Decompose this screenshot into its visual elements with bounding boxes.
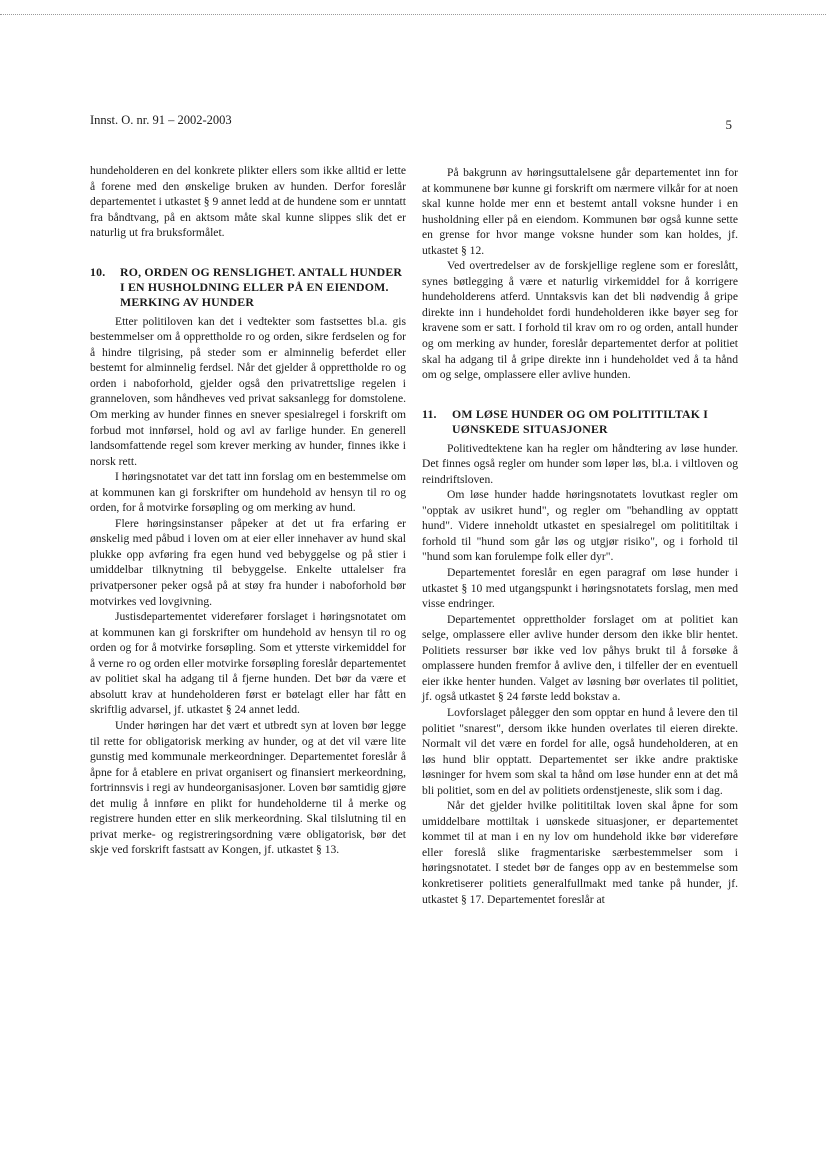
paragraph: Flere høringsinstanser påpeker at det ut fra erfaring er ønskelig med påbud i loven om at eier eller innehaver av hund skal plukke opp avføring fra egen hund ved bebyggelse og på stier i umiddelbar tilknytning til bebyggelse. Enkelte uttalelser fra privatpersoner peker også på at støy fra hunder i naboforhold bør motvirkes ved lovgivning. (90, 516, 406, 608)
page-header (90, 113, 740, 135)
paragraph: Om løse hunder hadde høringsnotatets lovutkast regler om "opptak av usikret hund", og regler om "behandling av opptatt hund". Videre inneholdt utkastet en spesialregel om polititiltak i forhold til "hund som går løs og utgjør risiko", og i forhold til "hund som kan forulempe folk eller dyr". (422, 488, 738, 564)
paragraph: I høringsnotatet var det tatt inn forslag om en bestemmelse om at kommunen kan gi forskrifter om hundehold av hensyn til ro og orden, for å motvirke forsøpling og om merking av hund. (90, 470, 406, 515)
page-number: 5 (725, 117, 732, 132)
paragraph: Politivedtektene kan ha regler om håndtering av løse hunder. Det finnes også regler om hunder som løper løs, bl.a. i viltloven og reindriftsloven. (422, 441, 738, 486)
section-heading-10 (90, 265, 406, 310)
left-column (90, 163, 406, 858)
paragraph: På bakgrunn av høringsuttalelsene går departementet inn for at kommunene bør kunne gi forskrift om nærmere vilkår for at noen skal kunne holde mer enn et bestemt antall voksne hunder i en husholdning eller på en eiendom. Kommunen bør også kunne sette en grense for hvor mange voksne hunder som kan holdes, jf. utkastet § 12. (422, 166, 738, 257)
document-reference: Innst. O. nr. 91 – 2002-2003 (90, 113, 232, 127)
right-column (422, 165, 738, 907)
paragraph: Departementet opprettholder forslaget om at politiet kan selge, omplassere eller avlive hunder dersom den ikke blir hentet. Politiets ressurser bør ikke ved lov påhys brukt til å forsøke å omplassere hunden fremfor å avlive den, i tilfeller der en eventuell eier ikke henter hunden. Valget av løsning bør overlates til politiet, jf. også utkastet § 24 første ledd bokstav a. (422, 612, 738, 704)
section-number: 10. (90, 264, 106, 279)
paragraph: hundeholderen en del konkrete plikter ellers som ikke alltid er lette å forene med den ønskelige bruken av hunden. Derfor foreslår departementet i utkastet § 9 annet ledd at de hundene som er unntatt fra båndtvang, på en aktsom måte skal kunne slippes slik det er naturlig ut fra bruksformålet. (90, 164, 406, 240)
section-number: 11. (422, 406, 437, 421)
paragraph: Departementet foreslår en egen paragraf om løse hunder i utkastet § 10 med utgangspunkt i høringsnotatets forslag, men med visse endringer. (422, 566, 738, 611)
scan-top-edge (0, 14, 826, 15)
paragraph: Når det gjelder hvilke polititiltak loven skal åpne for som umiddelbare mottiltak i uønskede situasjoner, er departementet kommet til at man i en ny lov om hundehold ikke bør videreføre eller foreslå slike fragmentariske særbestemmelser som i høringsnotatet. I stedet bør de fanges opp av en bestemmelse som konkretiserer politiets generalfullmakt med tanke på hunder, jf. utkastet § 17. Departementet foreslår at (422, 799, 738, 906)
paragraph: Lovforslaget pålegger den som opptar en hund å levere den til politiet "snarest", dersom ikke hunden overlates til eieren direkte. Normalt vil det være en fordel for alle, også hundeholderen, at en løs hund blir opptatt. Departementet ser ikke andre praktiske løsninger for hvem som skal ta hånd om løse hunder enn at det må bli politiet, som en del av politiets ordenstjeneste, slik som i dag. (422, 705, 738, 797)
paragraph: Ved overtredelser av de forskjellige reglene som er foreslått, synes bøtlegging å være et naturlig virkemiddel for å korrigere hundeholderens atferd. Unntaksvis kan det bli nødvendig å gripe direkte inn i hundeholdet fordi hundeholderen ikke bøyer seg for kravene som er satt. I forhold til krav om ro og orden, antall hunder og om merking av hunder, foreslår departementet derfor at politiet skal ha adgang til å gripe direkte inn i hundeholdet ved å ta hånd om og selge, omplassere eller avlive hunden. (422, 259, 738, 382)
paragraph: Justisdepartementet viderefører forslaget i høringsnotatet om at kommunen kan gi forskrifter om hundehold av hensyn til ro og orden og for å motvirke forsøpling. Som et ytterste virkemiddel for å verne ro og orden eller motvirke forsøpling foreslår departementet av politiet skal ha adgang til å fjerne hunden. Det bør da være et absolutt krav at hundeholderen først er bøtelagt eller har fått en skriftlig advarsel, jf. utkastet § 24 annet ledd. (90, 610, 406, 717)
section-heading-11 (422, 407, 738, 437)
paragraph: Etter politiloven kan det i vedtekter som fastsettes bl.a. gis bestemmelser om å opprettholde ro og orden, sikre ferdselen og for å hindre tilgrising, på steder som er alminnelig beferdet eller bestemt for alminnelig ferdsel. Når det gjelder å opprettholde ro og orden i naboforhold, gjelder også den privatrettslige regelen i granneloven, som håndheves ved privat saksanlegg for domstolene. Om merking av hunder finnes en snever spesialregel i forskrift om forbud mot innførsel, hold og avl av farlige hunder. En generell landsomfattende regel som krever merking av hunder, finnes ikke i norsk rett. (90, 314, 406, 468)
section-title: OM LØSE HUNDER OG OM POLITITILTAK I UØNSKEDE SITUASJONER (452, 406, 709, 436)
paragraph: Under høringen har det vært et utbredt syn at loven bør legge til rette for obligatorisk merking av hunder, og at det vil være lite gunstig med kommunale merkeordninger. Departementet foreslår å åpne for å etablere en privat organisert og finansiert merkeordning, fortrinnsvis i regi av hundeorganisasjoner. Loven bør samtidig gjøre det mulig å innføre en plikt for hundeholderne til å merke og registrere hunden etter en slik merkeordning. Skal tilslutning til en privat merke- og registreringsordning være obligatorisk, bør det skje ved forskrift fastsatt av Kongen, jf. utkastet § 13. (90, 718, 406, 857)
section-title: RO, ORDEN OG RENSLIGHET. ANTALL HUNDER I EN HUSHOLDNING ELLER PÅ EN EIENDOM. MERKING AV HUNDER (120, 264, 403, 309)
